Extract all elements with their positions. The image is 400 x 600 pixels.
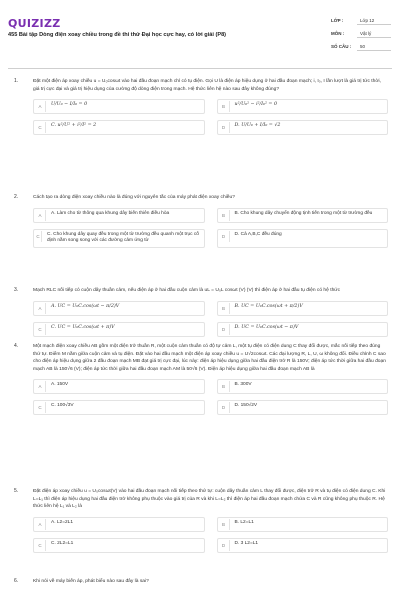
option-b[interactable]: B u²/U₀² − i²/I₀² = 0: [217, 99, 389, 114]
question-number: 4.: [14, 343, 19, 349]
question-1: [14, 78, 388, 135]
question-4: [14, 343, 388, 415]
question-2: [14, 194, 388, 248]
option-c[interactable]: C C. 2L2=L1: [33, 538, 205, 553]
option-c[interactable]: C C. Cho khung dây quay đều trong một từ trường đều quanh một trục cố định nằm song song với các đường cảm ứng từ: [33, 229, 205, 249]
meta-grade: LỚP : Lớp 12: [331, 14, 391, 27]
option-c[interactable]: C C. u²/U² + i²/I² = 2: [33, 120, 205, 135]
worksheet-header: [0, 0, 400, 70]
worksheet-title: 455 Bài tập Dòng điện xoay chiều trong đề thi thử Đại học cực hay, có lời giải (P8): [8, 32, 227, 38]
option-a[interactable]: A A. L2=2L1: [33, 517, 205, 532]
subject-value: Vật lý: [357, 29, 391, 38]
option-d[interactable]: D D. 150√2V: [217, 400, 389, 415]
option-b[interactable]: B B. Cho khung dây chuyển động tịnh tiến trong một từ trường đều: [217, 208, 389, 223]
answer-options: [33, 301, 388, 337]
option-a[interactable]: A A. UC = U₀C.cos(ωt − π/2)V: [33, 301, 205, 316]
option-a[interactable]: A A. Làm cho từ thông qua khung dây biến thiên điều hòa: [33, 208, 205, 223]
header-divider: [8, 68, 392, 69]
option-c[interactable]: C C. 100√3V: [33, 400, 205, 415]
question-number: 1.: [14, 78, 19, 84]
question-text: Đặt một điện áp xoay chiều u = U₀cosωt vào hai đầu đoạn mạch chỉ có tụ điện. Gọi U là điện áp hiệu dụng ở hai đầu đoạn mạch; i, I₀, I lần lượt là giá trị tức thời, giá trị cực đại và giá trị hiệu dụng của cường độ dòng điện trong mạch. Hệ thức liên hệ nào sau đây không đúng?: [33, 79, 381, 92]
question-number: 2.: [14, 194, 19, 200]
option-d[interactable]: D D. 3 L2=L1: [217, 538, 389, 553]
option-b[interactable]: B B. L2=L1: [217, 517, 389, 532]
option-a[interactable]: A U/U₀ − I/I₀ = 0: [33, 99, 205, 114]
meta-subject: MÔN : Vật lý: [331, 27, 391, 40]
option-c[interactable]: C C. UC = U₀C.cos(ωt + π)V: [33, 322, 205, 337]
question-count-value: 50: [357, 42, 391, 51]
answer-options: [33, 517, 388, 553]
question-text: Một mạch điện xoay chiều AB gồm một điện trở thuần R, một cuộn cảm thuần có độ tự cảm L, một tụ điện có điện dung C thay đổi được, mắc nối tiếp theo đúng thứ tự. Điểm M nằm giữa cuộn cảm và tụ điện. Đặt vào hai đầu mạch một điện áp xoay chiều u = U√2cosωt. Các đại lượng R, L, U, ω không đổi. Điều chỉnh C sao cho điện áp hiệu dụng giữa 2 đầu đoạn mạch MB đạt giá trị cực đại, lúc này: điện áp hiệu dụng giữa hai đầu điện trở R là 150V; điện áp tức thời giữa hai đầu đoạn mạch AB là 150√6 (V); điện áp tức thời giữa hai đầu đoạn mạch AM là 50√6 (V). Điện áp hiệu dụng giữa hai đầu đoạn mạch AB là: [33, 344, 386, 372]
quizizz-logo: QUIZIZZ: [8, 17, 61, 30]
grade-value: Lớp 12: [357, 16, 391, 25]
option-b[interactable]: B B. 300V: [217, 379, 389, 394]
answer-options: [33, 379, 388, 415]
question-text: Khi nói về máy biến áp, phát biểu nào sau đây là sai?: [33, 579, 149, 584]
answer-options: [33, 99, 388, 135]
question-5: [14, 488, 388, 553]
meta-question-count: SỐ CÂU : 50: [331, 40, 391, 53]
question-text: Đặt điện áp xoay chiều u = U₀cosωt(V) vào hai đầu đoạn mạch nối tiếp theo thứ tự: cuộn dây thuần cảm L thay đổi được, điện trở R và tụ điện có điện dung C. Khi L=L₁ thì điện áp hiệu dụng hai đầu điện trở không phụ thuộc vào giá trị của R và khi L=L₂ thì điện áp hai đầu đoạn mạch chứa C và R cũng không phụ thuộc R. Hệ thức liên hệ L₁ và L₂ là: [33, 489, 386, 509]
option-d[interactable]: D D. Cả A,B,C đều đúng: [217, 229, 389, 249]
question-3: [14, 287, 388, 337]
question-text: Cách tạo ra dòng điện xoay chiều nào là đúng với nguyên tắc của máy phát điện xoay chiều?: [33, 195, 235, 200]
question-number: 5.: [14, 488, 19, 494]
question-number: 6.: [14, 578, 19, 584]
question-text: Mạch RLC nối tiếp có cuộn dây thuần cảm, nếu điện áp ở hai đầu cuộn cảm là uL = U₀L cosωt (V) (V) thì điện áp ở hai đầu tụ điện có hệ thức: [33, 288, 341, 293]
worksheet-meta: [331, 14, 391, 53]
question-6: [14, 578, 388, 586]
option-b[interactable]: B B. UC = U₀C.cos(ωt + π/2)V: [217, 301, 389, 316]
option-d[interactable]: D D. U/U₀ + I/I₀ = √2: [217, 120, 389, 135]
option-a[interactable]: A A. 150V: [33, 379, 205, 394]
question-number: 3.: [14, 287, 19, 293]
option-d[interactable]: D D. UC = U₀C.cos(ωt − π)V: [217, 322, 389, 337]
answer-options: [33, 208, 388, 249]
